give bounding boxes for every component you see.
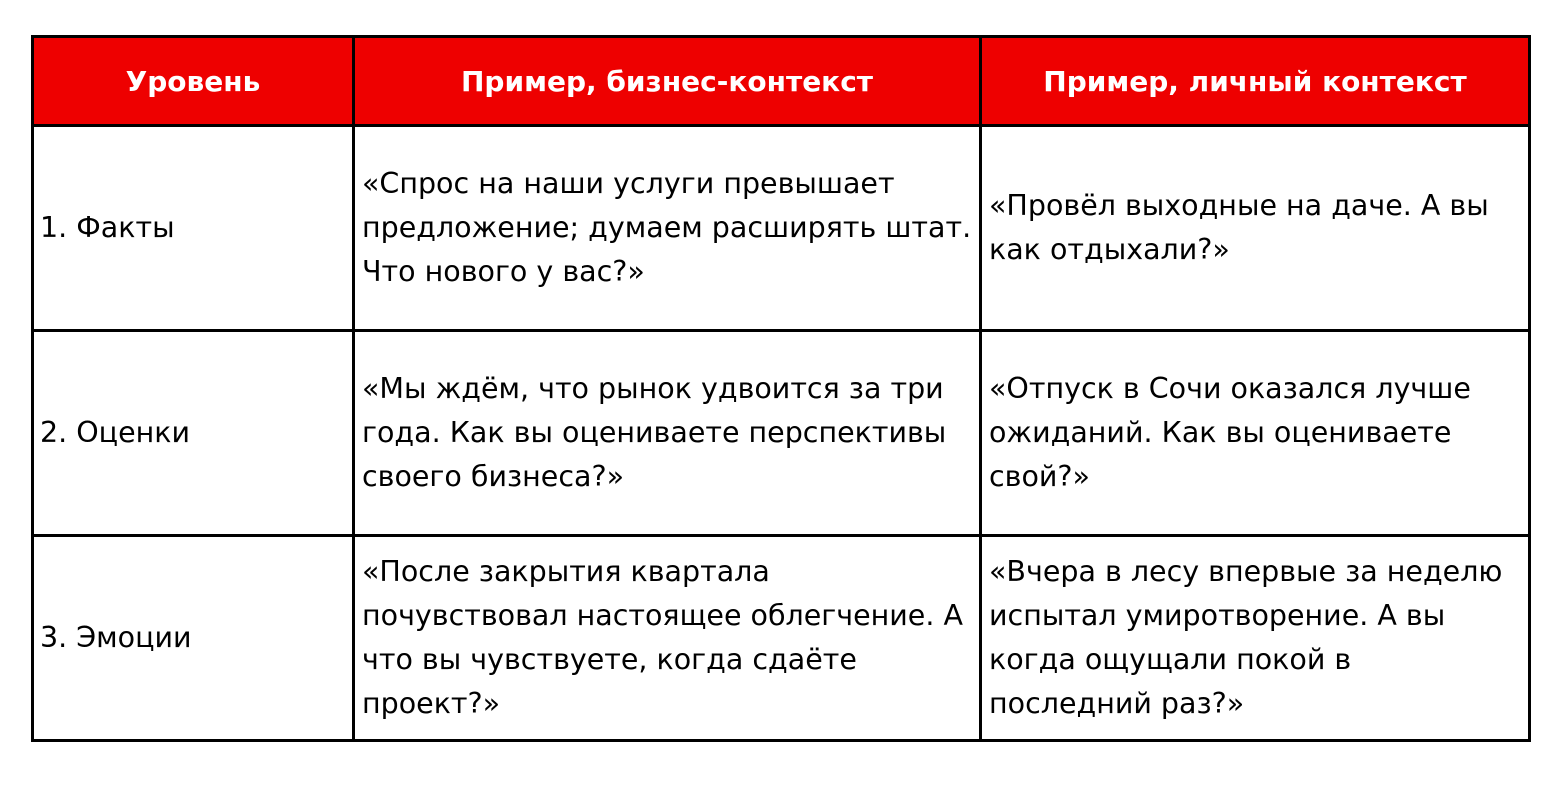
header-personal-example: Пример, личный контекст (981, 37, 1530, 126)
level-cell: 1. Факты (33, 126, 354, 331)
business-example-cell: «Спрос на наши услуги превышает предложение; думаем расширять штат. Что нового у вас?» (354, 126, 981, 331)
personal-example-cell: «Провёл выходные на даче. А вы как отдыхали?» (981, 126, 1530, 331)
header-level: Уровень (33, 37, 354, 126)
table-row (33, 331, 1530, 536)
personal-example-cell: «Вчера в лесу впервые за неделю испытал умиротворение. А вы когда ощущали покой в последний раз?» (981, 536, 1530, 741)
personal-example-cell: «Отпуск в Сочи оказался лучше ожиданий. Как вы оцениваете свой?» (981, 331, 1530, 536)
table-row (33, 536, 1530, 741)
business-example-cell: «Мы ждём, что рынок удвоится за три года. Как вы оцениваете перспективы своего бизнеса?» (354, 331, 981, 536)
level-cell: 3. Эмоции (33, 536, 354, 741)
level-cell: 2. Оценки (33, 331, 354, 536)
header-business-example: Пример, бизнес-контекст (354, 37, 981, 126)
table-row (33, 126, 1530, 331)
header-row (33, 37, 1530, 126)
business-example-cell: «После закрытия квартала почувствовал настоящее облегчение. А что вы чувствуете, когда сдаёте проект?» (354, 536, 981, 741)
levels-table (31, 35, 1531, 742)
